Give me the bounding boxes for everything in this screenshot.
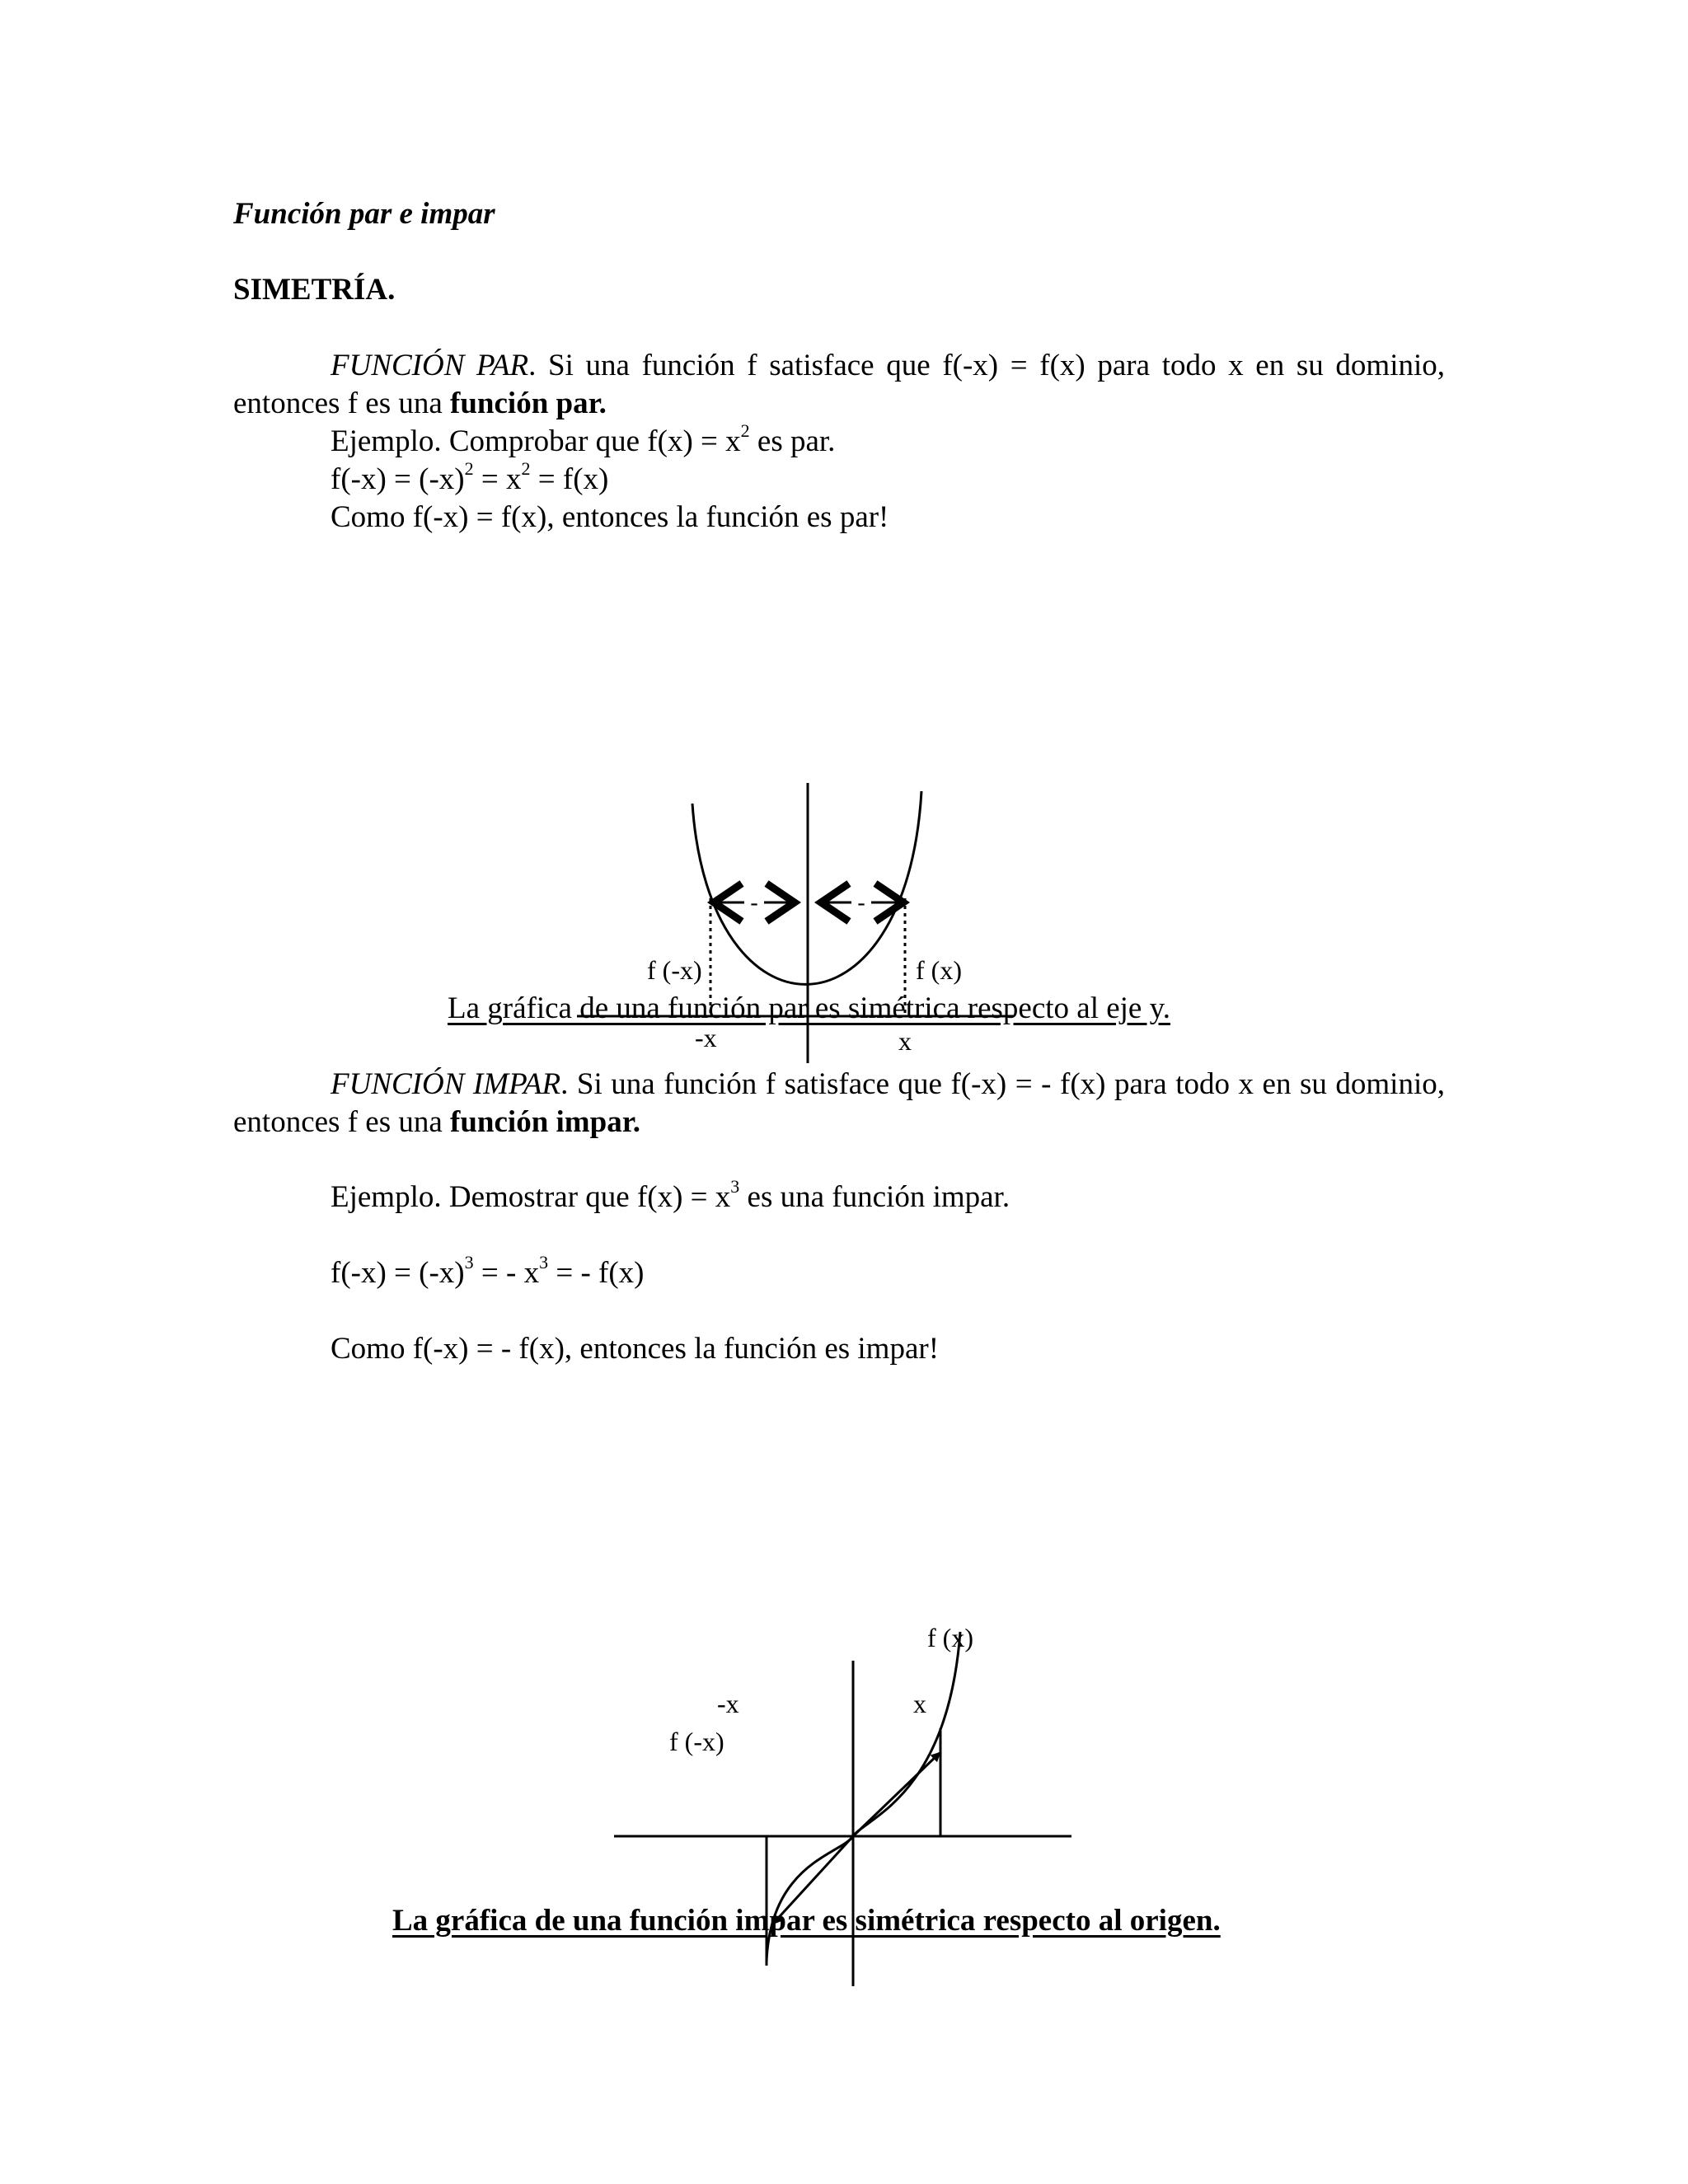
- odd-term: FUNCIÓN IMPAR: [331, 1067, 561, 1101]
- even-step: $f(-x) = (-x)^2 = x^2 = f(x)$: [331, 457, 609, 496]
- page-title: Función par e impar: [233, 197, 495, 231]
- even-label-fx: f (x): [916, 955, 962, 985]
- odd-step: $f(-x) = (-x)^3$ = - $x^3$ = - f(x): [331, 1251, 645, 1290]
- even-label-x: x: [898, 1026, 912, 1056]
- odd-caption: La gráfica de una función impar es simétrica respecto al origen.: [392, 1904, 1221, 1938]
- section-heading: SIMETRÍA.: [233, 273, 396, 307]
- even-arrow-mark-left: -: [750, 890, 758, 916]
- odd-label-fx: f (x): [927, 1623, 973, 1652]
- odd-label-negx: -x: [717, 1689, 739, 1718]
- even-def-text: . Si una función f satisface que f(-x) = f(x) para todo x en su dominio, entonces f es una: [233, 349, 1446, 420]
- odd-example: Ejemplo. Demostrar que $f(x) = x^3$ es una función impar.: [331, 1175, 1010, 1214]
- even-label-fnegx: f (-x): [647, 955, 702, 985]
- odd-label-fnegx: f (-x): [669, 1727, 724, 1756]
- even-label-negx: -x: [695, 1023, 717, 1052]
- even-conclusion: Como f(-x) = f(x), entonces la función es par!: [331, 500, 889, 534]
- even-example: Ejemplo. Comprobar que $f(x) = x^2$ es par.: [331, 419, 836, 458]
- odd-conclusion: Como f(-x) = - f(x), entonces la función es impar!: [331, 1332, 940, 1366]
- even-caption: La gráfica de una función par es simétrica respecto al eje y.: [448, 991, 1170, 1025]
- odd-def-bold: función impar.: [450, 1105, 640, 1139]
- even-def-bold: función par.: [450, 387, 607, 420]
- odd-def-text: . Si una función f satisface que f(-x) = - f(x) para todo x en su dominio, entonces f es una: [233, 1067, 1445, 1139]
- odd-label-x: x: [913, 1689, 926, 1718]
- odd-arrow-right: [853, 1753, 940, 1836]
- even-term: FUNCIÓN PAR: [331, 349, 529, 382]
- even-arrow-mark-right: -: [857, 890, 865, 916]
